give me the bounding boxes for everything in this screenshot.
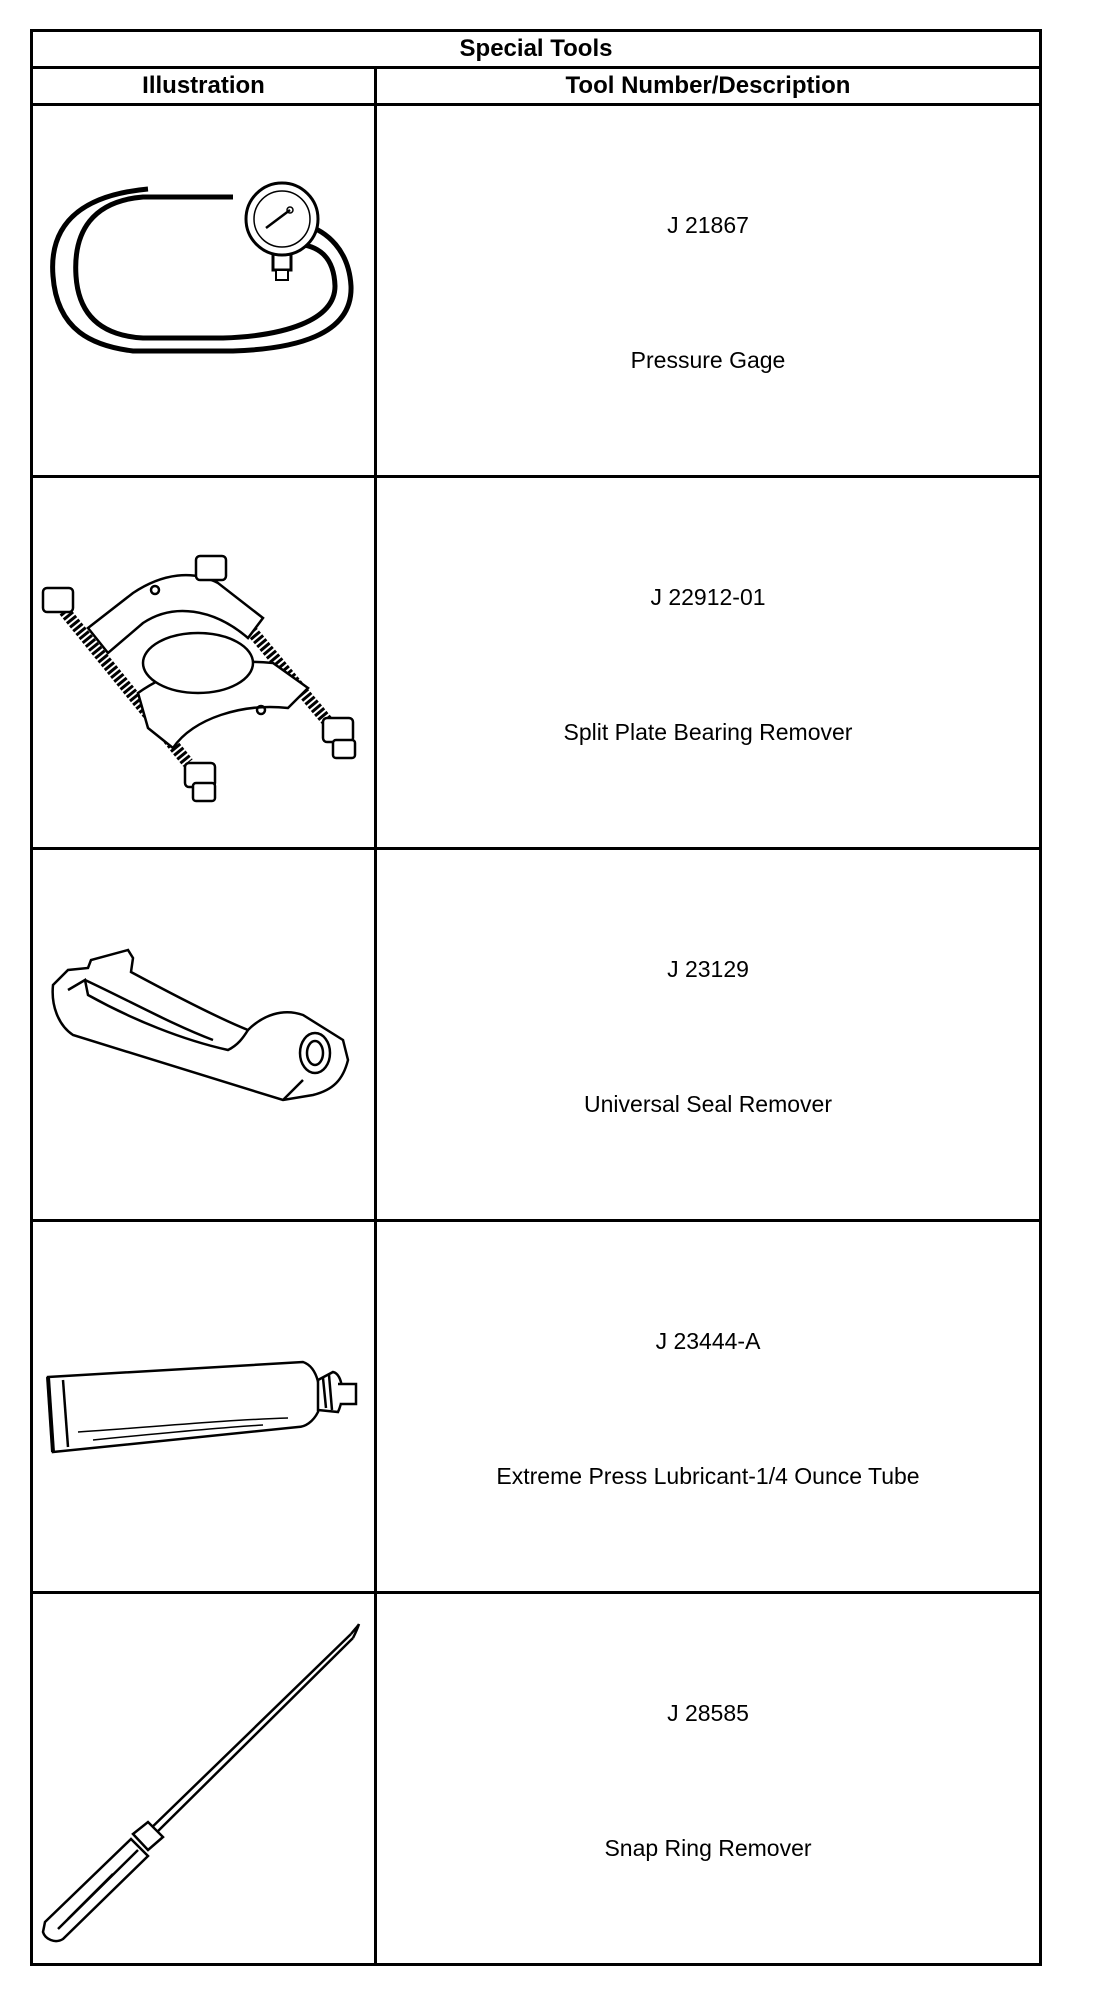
tool-number: J 23129 xyxy=(667,956,749,982)
tool-description: Snap Ring Remover xyxy=(604,1835,812,1861)
tool-number: J 22912-01 xyxy=(650,584,766,610)
tool-number-header: Tool Number/Description xyxy=(376,68,1041,105)
tool-info-cell xyxy=(376,849,1041,1221)
illustration-cell xyxy=(32,477,376,849)
tool-description: Split Plate Bearing Remover xyxy=(563,719,853,745)
illustration-cell xyxy=(32,849,376,1221)
pressure-gage-icon xyxy=(33,106,376,475)
illustration-cell xyxy=(32,1593,376,1965)
table-row xyxy=(32,849,1041,1221)
tool-number: J 21867 xyxy=(667,212,749,238)
tool-description: Universal Seal Remover xyxy=(584,1091,832,1117)
tool-number: J 23444-A xyxy=(655,1328,761,1354)
table-row xyxy=(32,1593,1041,1965)
tool-info-cell xyxy=(376,1221,1041,1593)
special-tools-table xyxy=(30,29,1042,1966)
tool-description: Extreme Press Lubricant-1/4 Ounce Tube xyxy=(496,1463,920,1489)
table-title: Special Tools xyxy=(32,31,1041,68)
table-row xyxy=(32,105,1041,477)
illustration-header: Illustration xyxy=(32,68,376,105)
illustration-cell xyxy=(32,1221,376,1593)
lubricant-tube-icon xyxy=(33,1222,376,1591)
tool-info-cell xyxy=(376,1593,1041,1965)
table-row xyxy=(32,477,1041,849)
seal-remover-icon xyxy=(33,850,376,1219)
snap-ring-remover-icon xyxy=(33,1594,376,1963)
table-row xyxy=(32,1221,1041,1593)
tool-info-cell xyxy=(376,105,1041,477)
tool-number: J 28585 xyxy=(667,1700,749,1726)
illustration-cell xyxy=(32,105,376,477)
tool-description: Pressure Gage xyxy=(630,347,786,373)
tool-info-cell xyxy=(376,477,1041,849)
bearing-remover-icon xyxy=(33,478,376,847)
